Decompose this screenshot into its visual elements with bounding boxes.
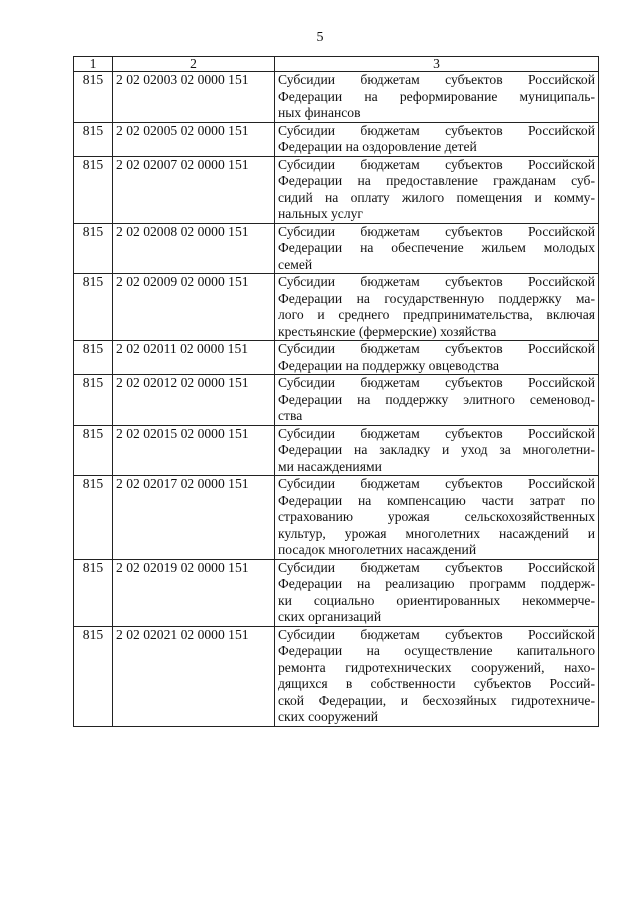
description-line: Федерации на государственную поддержку ма- [278,290,595,306]
budget-code-cell: 2 02 02003 02 0000 151 [113,72,275,123]
admin-code-cell: 815 [74,626,113,726]
admin-code-cell: 815 [74,72,113,123]
admin-code-cell: 815 [74,122,113,156]
description-line: ми насаждениями [278,458,382,474]
revenue-description-cell [275,223,599,274]
revenue-description-cell [275,156,599,223]
description-line: Субсидии бюджетам субъектов Российской [278,559,595,575]
description-line: крестьянские (фермерские) хозяйства [278,323,497,339]
table-row [74,626,599,726]
admin-code-cell: 815 [74,274,113,341]
description-line: Субсидии бюджетам субъектов Российской [278,341,595,356]
description-line: Субсидии бюджетам субъектов Российской [278,375,595,390]
table-row [74,476,599,560]
description-line: Федерации на реализацию программ поддерж- [278,576,595,591]
description-line: ных финансов [278,105,361,120]
revenue-description-cell [275,341,599,375]
admin-code-cell: 815 [74,156,113,223]
description-line: Субсидии бюджетам субъектов Российской [278,425,595,441]
description-line: лого и среднего предпринимательства, включая [278,307,595,322]
description-line: ской Федерации, и бесхозяйных гидротехниче- [278,692,595,708]
description-line: Субсидии бюджетам субъектов Российской [278,476,595,491]
budget-code-cell: 2 02 02011 02 0000 151 [113,341,275,375]
description-line: ских организаций [278,609,382,624]
table-header-row [74,57,599,72]
budget-code-cell: 2 02 02019 02 0000 151 [113,559,275,626]
budget-code-cell: 2 02 02005 02 0000 151 [113,122,275,156]
description-line: Федерации на предоставление гражданам суб- [278,173,595,188]
description-line: Федерации на осуществление капитального [278,643,595,658]
description-line: ства [278,408,303,423]
description-line: нальных услуг [278,206,364,221]
admin-code-cell: 815 [74,341,113,375]
budget-code-cell: 2 02 02021 02 0000 151 [113,626,275,726]
table-row [74,72,599,123]
table-row [74,274,599,341]
description-line: Субсидии бюджетам субъектов Российской [278,122,595,138]
revenue-description-cell [275,476,599,560]
table-row [74,559,599,626]
table-row [74,156,599,223]
admin-code-cell: 815 [74,223,113,274]
revenue-description-cell [275,626,599,726]
description-line: Федерации на оздоровление детей [278,139,477,154]
revenue-description-cell [275,375,599,426]
description-line: Субсидии бюджетам субъектов Российской [278,156,595,172]
description-line: ских сооружений [278,709,379,724]
description-line: страхованию урожая сельскохозяйственных [278,509,595,524]
description-line: ремонта гидротехнических сооружений, нахо- [278,659,595,675]
table-row [74,425,599,476]
description-line: Федерации на реформирование муниципаль- [278,88,595,104]
description-line: Федерации на компенсацию части затрат по [278,492,595,508]
description-line: Субсидии бюджетам субъектов Российской [278,274,595,289]
description-line: Субсидии бюджетам субъектов Российской [278,626,595,642]
description-line: сидий на оплату жилого помещения и комму- [278,189,595,205]
admin-code-cell: 815 [74,559,113,626]
revenue-description-cell [275,72,599,123]
budget-code-cell: 2 02 02009 02 0000 151 [113,274,275,341]
description-line: Федерации на обеспечение жильем молодых [278,240,595,255]
page-number: 5 [316,30,324,45]
description-line: ки социально ориентированных некоммерче- [278,592,595,608]
description-line: Субсидии бюджетам субъектов Российской [278,223,595,239]
description-line: Федерации на поддержку элитного семеновод- [278,391,595,407]
admin-code-cell: 815 [74,375,113,426]
budget-code-cell: 2 02 02012 02 0000 151 [113,375,275,426]
revenue-description-cell [275,122,599,156]
admin-code-cell: 815 [74,425,113,476]
admin-code-cell: 815 [74,476,113,560]
description-line: Федерации на поддержку овцеводства [278,357,500,373]
column-header-3: 3 [275,57,599,72]
description-line: Федерации на закладку и уход за многолетни- [278,442,595,457]
budget-code-cell: 2 02 02017 02 0000 151 [113,476,275,560]
description-line: Субсидии бюджетам субъектов Российской [278,72,595,87]
description-line: семей [278,256,313,272]
revenue-description-cell [275,425,599,476]
revenue-description-cell [275,274,599,341]
table-row [74,223,599,274]
table-row [74,122,599,156]
budget-code-cell: 2 02 02015 02 0000 151 [113,425,275,476]
column-header-1: 1 [74,57,113,72]
budget-code-cell: 2 02 02008 02 0000 151 [113,223,275,274]
budget-classification-table [73,56,599,727]
column-header-2: 2 [113,57,275,72]
description-line: посадок многолетних насаждений [278,542,477,557]
description-line: культур, урожая многолетних насаждений и [278,525,595,541]
description-line: дящихся в собственности субъектов Россий- [278,676,595,691]
table-body [74,72,599,727]
table-row [74,375,599,426]
budget-code-cell: 2 02 02007 02 0000 151 [113,156,275,223]
revenue-description-cell [275,559,599,626]
table-row [74,341,599,375]
